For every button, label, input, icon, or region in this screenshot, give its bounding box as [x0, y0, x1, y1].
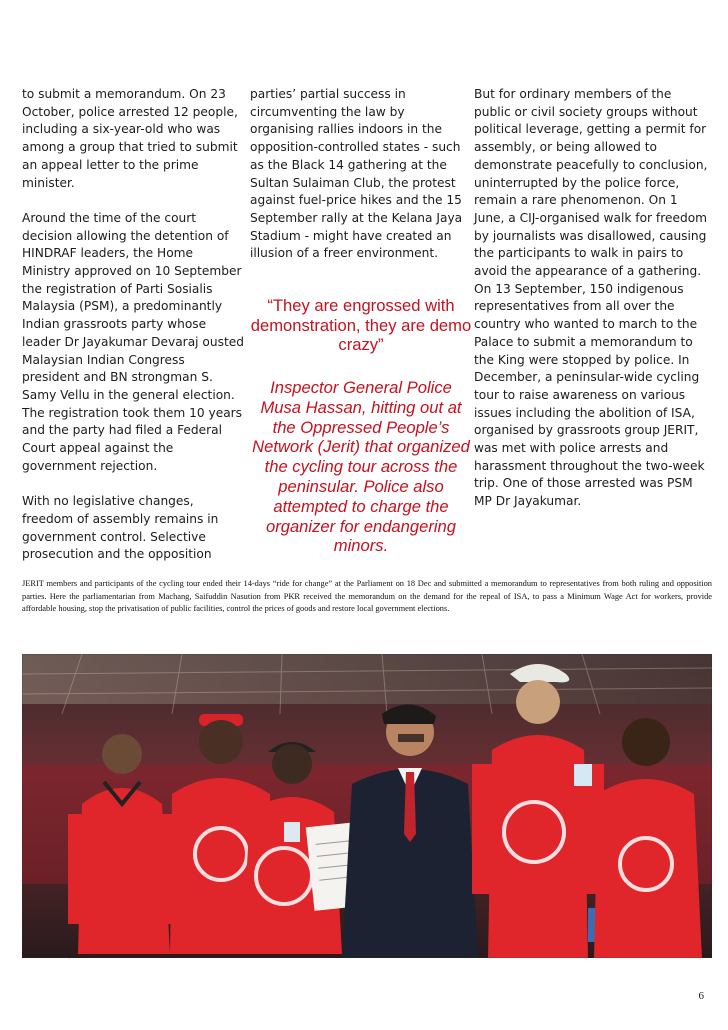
paragraph: Around the time of the court decision allowing the detention of HINDRAF leaders, the Home Ministry approved on 10 September the registration of Parti Sosialis Malaysia (PSM), a predominantly Indian grassroots party whose leader Dr Jayakumar Devaraj ousted Malaysian Indian Congress president and BN strongman S. Samy Vellu in the general election. The registration took them 10 years and the party had filed a Federal Court appeal against the government rejection. [22, 210, 244, 473]
photo-caption: JERIT members and participants of the cycling tour ended their 14-days “ride for change” at the Parliament on 18 Dec and submitted a memorandum to representatives from both ruling and opposition parties. Here the parliamentarian from Machang, Saifuddin Nasution from PKR received the memorandum on the demand for the repeal of ISA, to pass a Minimum Wage Act for workers, provide affordable housing, stop the privatisation of public facilities, control the prices of goods and restore local government elections. [22, 579, 712, 614]
paragraph: parties’ partial success in circumventing the law by organising rallies indoors in the opposition-controlled states - such as the Black 14 gathering at the Sultan Sulaiman Club, the protest against fuel-price hikes and the 15 September rally at the Kelana Jaya Stadium - might have created an illusion of a freer environment. [250, 87, 463, 261]
event-photo [22, 654, 712, 958]
text-column-3 [474, 86, 710, 511]
pull-quote: “They are engrossed with demonstration, they are demo crazy” [250, 296, 472, 355]
text-column-1 [22, 86, 244, 564]
paragraph: to submit a memorandum. On 23 October, police arrested 12 people, including a six-year-old who was among a group that tried to submit an appeal letter to the prime minister. [22, 87, 238, 190]
text-column-2 [250, 86, 472, 263]
page-number: 6 [698, 990, 704, 1002]
paragraph: With no legislative changes, freedom of assembly remains in government control. Selective prosecution and the opposition [22, 494, 219, 562]
pull-quote-attribution: Inspector General Police Musa Hassan, hitting out at the Oppressed People’s Network (Jerit) that organized the cycling tour across the peninsular. Police also attempted to charge the organizer for endangering minors. [252, 378, 470, 556]
paragraph: But for ordinary members of the public or civil society groups without political leverage, getting a permit for assembly, or being allowed to demonstrate peacefully to conclusion, uninterrupted by the police force, remain a rare phenomenon. On 1 June, a CIJ-organised walk for freedom by journalists was disallowed, causing the participants to walk in pairs to avoid the appearance of a gathering. On 13 September, 150 indigenous representatives from all over the country who wanted to march to the Palace to submit a memorandum to the King were stopped by police. In December, a peninsular-wide cycling tour to raise awareness on various issues including the abolition of ISA, organised by grassroots group JERIT, was met with police arrests and harassment throughout the two-week trip. One of those arrested was PSM MP Dr Jayakumar. [474, 87, 708, 509]
